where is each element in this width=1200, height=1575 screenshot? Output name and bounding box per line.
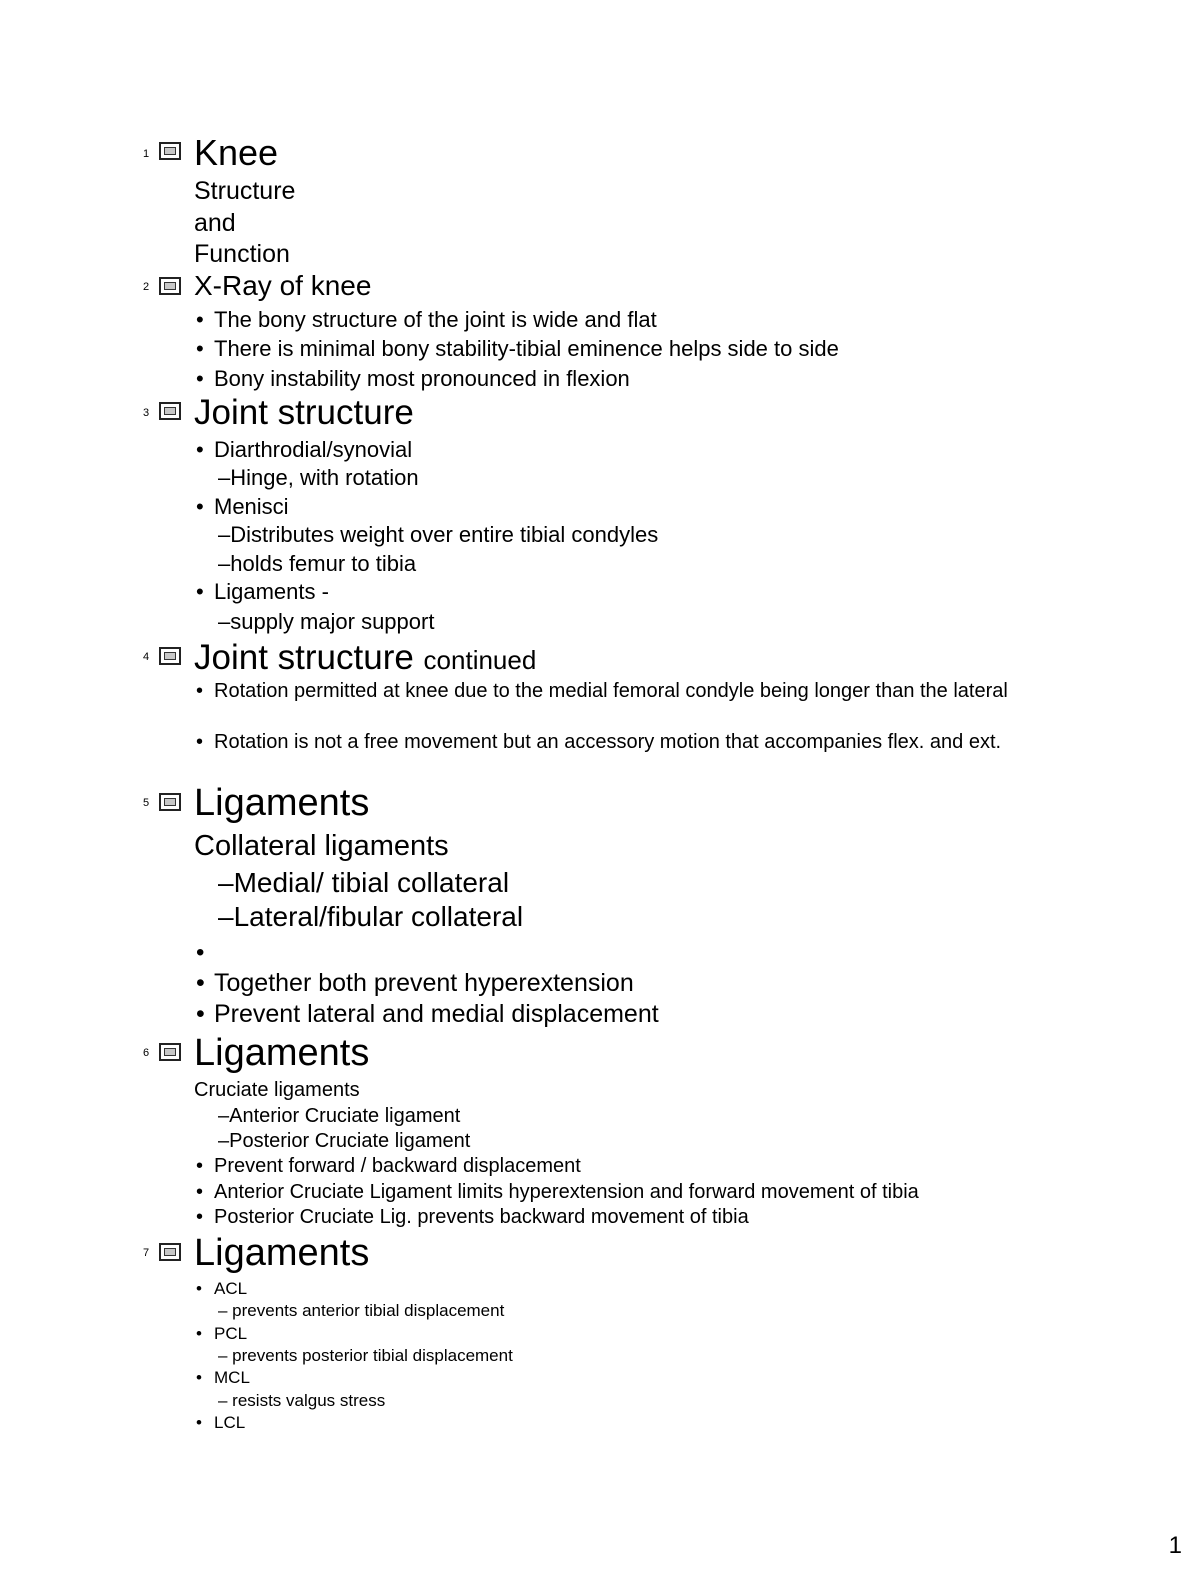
slide-title-main: Joint structure	[194, 638, 414, 677]
slide-title-suffix: continued	[423, 645, 537, 675]
slide-subheading: Collateral ligaments	[194, 830, 449, 862]
slide-number: 2	[143, 281, 150, 293]
slide-number: 1	[143, 148, 150, 160]
page-number: 1	[1168, 1532, 1182, 1559]
sub-item: – prevents anterior tibial displacement	[218, 1301, 505, 1320]
slide-thumbnail-icon	[159, 402, 181, 420]
sub-item: –Lateral/fibular collateral	[218, 901, 524, 932]
sub-item: –supply major support	[218, 609, 435, 634]
bullet-item: • Diarthrodial/synovial	[194, 437, 412, 462]
slide-number: 3	[143, 407, 150, 419]
sub-item: –holds femur to tibia	[218, 551, 417, 576]
bullet-item: • Together both prevent hyperextension	[194, 969, 634, 998]
slide-thumbnail-icon	[159, 277, 181, 295]
bullet-item: • PCL	[194, 1324, 247, 1344]
bullet-item: • Prevent lateral and medial displacement	[194, 1000, 659, 1029]
bullet-item: • The bony structure of the joint is wide and flat	[194, 307, 657, 332]
slide-title	[194, 640, 536, 675]
slide-title: Joint structure	[194, 393, 414, 432]
slide-title: Ligaments	[194, 1032, 370, 1074]
sub-item: –Distributes weight over entire tibial condyles	[218, 522, 659, 547]
sub-item: –Medial/ tibial collateral	[218, 867, 510, 898]
slide-thumbnail-icon	[159, 1043, 181, 1061]
sub-item: – prevents posterior tibial displacement	[218, 1346, 513, 1365]
slide-title: Ligaments	[194, 782, 370, 824]
slide-title: X-Ray of knee	[194, 270, 372, 301]
bullet-item: • Prevent forward / backward displacement	[194, 1155, 581, 1178]
slide-thumbnail-icon	[159, 142, 181, 160]
slide-text: Function	[194, 240, 290, 268]
bullet-item: • LCL	[194, 1413, 245, 1433]
slide-number: 7	[143, 1247, 150, 1259]
sub-item: –Hinge, with rotation	[218, 465, 419, 490]
bullet-item: • Anterior Cruciate Ligament limits hyperextension and forward movement of tibia	[194, 1181, 919, 1204]
slide-number: 5	[143, 797, 150, 809]
slide-title: Knee	[194, 132, 279, 173]
bullet-item: • Menisci	[194, 494, 289, 519]
slide-subheading: Cruciate ligaments	[194, 1079, 360, 1101]
bullet-item: • MCL	[194, 1368, 250, 1388]
slide-text: and	[194, 209, 236, 237]
slide-title: Ligaments	[194, 1232, 370, 1274]
slide-text: Structure	[194, 177, 296, 205]
slide-thumbnail-icon	[159, 793, 181, 811]
bullet-item: • Bony instability most pronounced in flexion	[194, 366, 630, 391]
bullet-item: • Posterior Cruciate Lig. prevents backward movement of tibia	[194, 1206, 749, 1229]
bullet-item: • Ligaments -	[194, 579, 329, 604]
sub-item: – resists valgus stress	[218, 1391, 386, 1410]
bullet-item: • Rotation permitted at knee due to the medial femoral condyle being longer than the lateral	[194, 679, 1064, 704]
bullet-item: • Rotation is not a free movement but an accessory motion that accompanies flex. and ext.	[194, 730, 1064, 755]
bullet-item: • There is minimal bony stability-tibial eminence helps side to side	[194, 336, 839, 361]
slide-thumbnail-icon	[159, 1243, 181, 1261]
sub-item: –Posterior Cruciate ligament	[218, 1130, 471, 1152]
sub-item: –Anterior Cruciate ligament	[218, 1105, 461, 1127]
slide-number: 4	[143, 651, 150, 663]
slide-thumbnail-icon	[159, 647, 181, 665]
slide-number: 6	[143, 1047, 150, 1059]
bullet-item: • ACL	[194, 1279, 247, 1299]
